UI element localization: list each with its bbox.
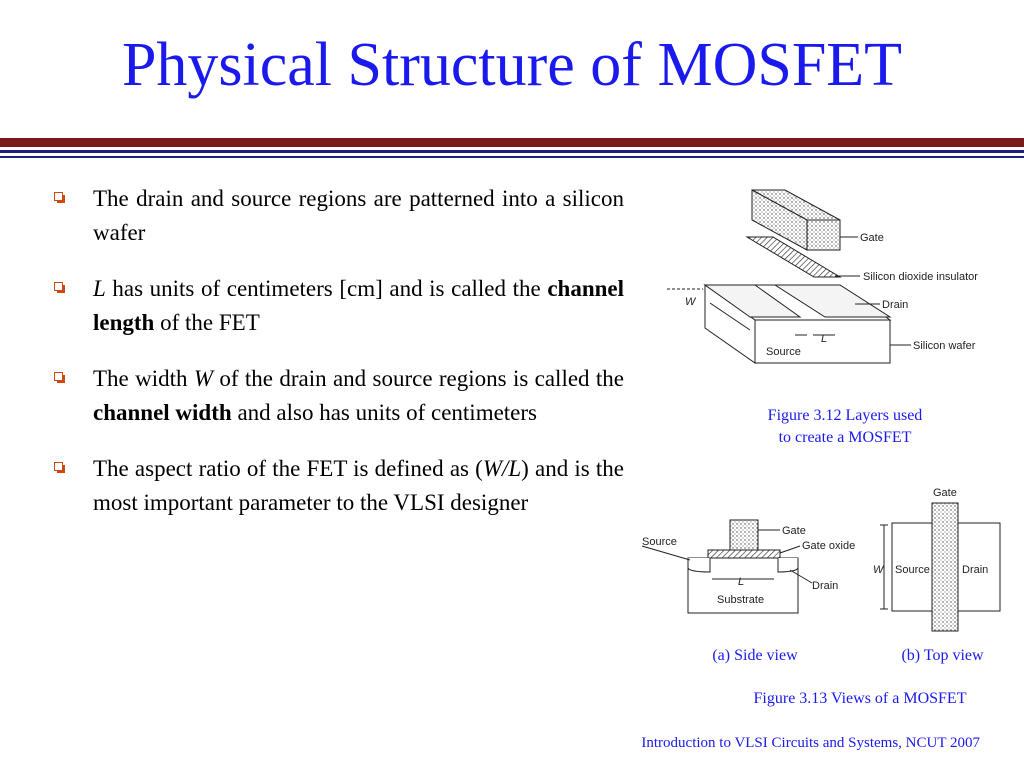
drain-label-fig1: Drain [882, 299, 909, 311]
title-divider-middle [0, 150, 1024, 153]
bullet-square-icon [54, 372, 65, 383]
caption-side-view: (a) Side view [712, 647, 798, 664]
figure-caption-3-12-line1: Figure 3.12 Layers used [767, 407, 923, 424]
figure-caption-3-13: Figure 3.13 Views of a MOSFET [753, 690, 967, 707]
bullet-item [52, 452, 624, 520]
bullet-text-run: and also has units of centimeters [231, 400, 537, 425]
bullet-square-icon [54, 192, 65, 203]
bullet-text-run: The drain and source regions are patterned into a silicon wafer [93, 186, 624, 245]
w-label-top: W [873, 564, 884, 576]
l-label-side: L [738, 576, 745, 588]
source-label-top: Source [895, 564, 930, 576]
mosfet-side-view-diagram [640, 515, 855, 620]
l-label-fig1: L [821, 333, 828, 345]
bullet-italic-symbol: L [93, 276, 106, 301]
figure-caption-3-12 [745, 405, 945, 449]
bullet-text-run: has units of centimeters [cm] and is called the [105, 276, 548, 301]
title-divider-bottom [0, 156, 1024, 158]
source-label-fig1: Source [766, 346, 801, 358]
gate-label-top: Gate [933, 487, 957, 499]
bullet-text [93, 272, 624, 340]
bullet-bold-term: channel length [93, 276, 624, 335]
caption-top-view: (b) Top view [901, 647, 984, 664]
source-label-side: Source [642, 536, 677, 548]
bullet-square-icon [54, 282, 65, 293]
bullet-italic-symbol: W [193, 366, 214, 391]
bullet-item [52, 182, 624, 250]
bullet-italic-symbol: W/L [482, 456, 522, 481]
bullet-square-icon [54, 462, 65, 473]
wafer-label-fig1: Silicon wafer [913, 340, 976, 352]
bullet-text-run: of the drain and source regions is called the [213, 366, 624, 391]
slide-title: Physical Structure of MOSFET [121, 31, 903, 99]
w-label-fig1: W [685, 296, 696, 308]
oxide-label-fig1: Silicon dioxide insulator [863, 271, 978, 283]
mosfet-top-view-diagram [870, 485, 1005, 635]
figure-caption-3-12-line2: to create a MOSFET [778, 429, 912, 446]
substrate-label: Substrate [717, 594, 765, 606]
bullet-text [93, 452, 624, 520]
gate-label-fig1: Gate [860, 232, 884, 244]
bullet-text-run: The aspect ratio of the FET is defined as ( [93, 456, 483, 481]
gate-label-side: Gate [782, 525, 806, 537]
bullet-item [52, 362, 624, 430]
bullet-bold-term: channel width [93, 400, 232, 425]
bullet-text-run: of the FET [154, 310, 260, 335]
bullet-text-run: The width [93, 366, 194, 391]
bullet-text [93, 182, 624, 250]
bullet-item [52, 272, 624, 340]
slide-footer: Introduction to VLSI Circuits and Systems, NCUT 2007 [641, 735, 980, 751]
drain-label-side: Drain [812, 580, 839, 592]
drain-label-top: Drain [962, 564, 989, 576]
bullet-text-run: ) and is the most important parameter to the VLSI designer [93, 456, 624, 515]
bullet-list [52, 182, 624, 542]
title-divider-top [0, 138, 1024, 147]
mosfet-layers-diagram [655, 185, 1015, 375]
gate-oxide-label: Gate oxide [802, 540, 855, 552]
bullet-text [93, 362, 624, 430]
